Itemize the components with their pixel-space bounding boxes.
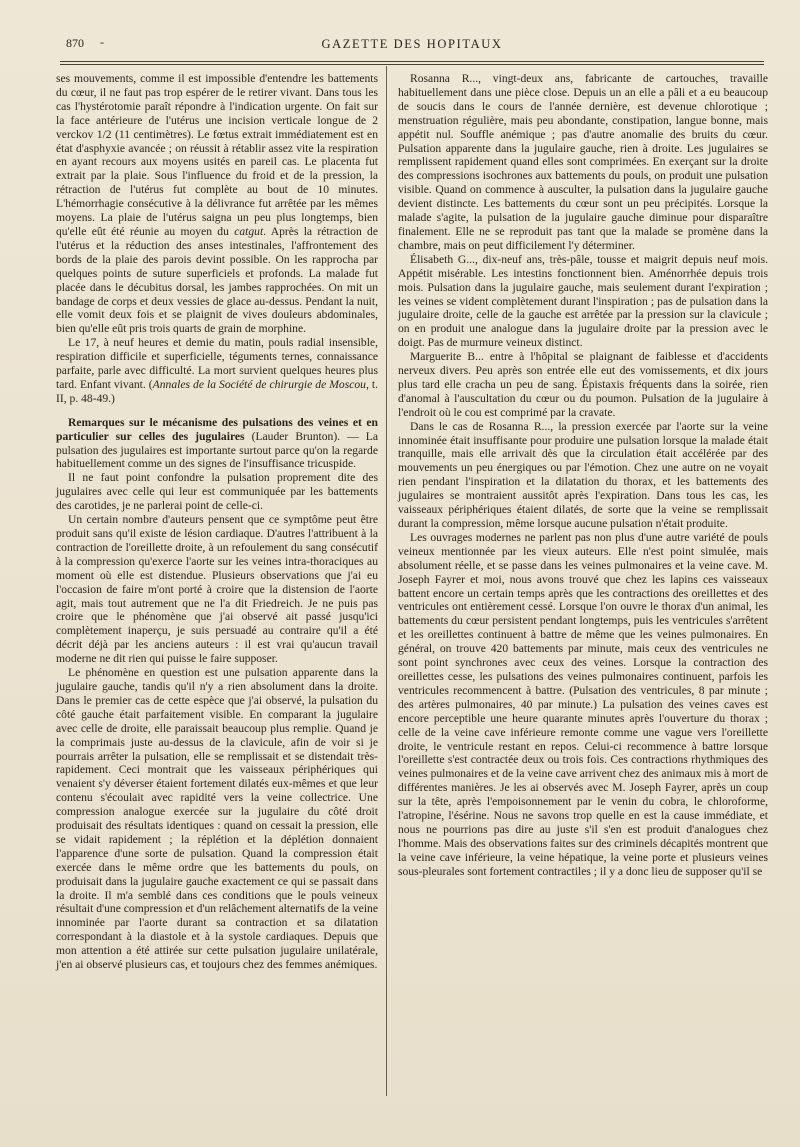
discussion-paragraph: Dans le cas de Rosanna R..., la pression exercée par l'aorte sur la veine innominée était insuffisante pour produire une pulsation lorsque la malade était tranquille, mais elle arrivait dès que la circulation était accélérée par des mouvements un peu énergiques ou par l'émotion. Chez une autre on ne voyait rien pendant l'inspiration et la dilatation du thorax, et les battements des jugulaires se montraient aussitôt après l'expiration. Dans tous les cas, les vaisseaux périphériques étaient dilatés, de sorte que la veine se remplissait durant la compression, même lorsque aucune pulsation n'était produite. (398, 419, 768, 530)
journal-title: GAZETTE DES HOPITAUX (321, 37, 503, 51)
citation-title: Annales de la Société de chirurgie de Moscou (152, 377, 366, 391)
case-marguerite-paragraph: Marguerite B... entre à l'hôpital se plaignant de faiblesse et d'accidents nerveux divers. Peu après son entrée elle eut des vomissements, et dix jours plus tard elle cracha un peu de sang. Épistaxis fréquents dans la soirée, rien d'anomal à l'auscultation du cœur ou du poumon. Pulsation de la jugulaire à l'endroit où le cou est comprimé par la cravate. (398, 350, 768, 419)
header-rule-bottom (60, 64, 764, 65)
discussion-paragraph: Les ouvrages modernes ne parlent pas non plus d'une autre variété de pouls veineux mentionnée par les vieux auteurs. Elle n'est point simulée, mais absolument réelle, et se passe dans les veines pulmonaires et la veine cave. M. Joseph Fayrer et moi, nous avons trouvé que chez les lapins ces vaisseaux battent encore un certain temps après que les contractions des oreillettes et des ventricules ont entièrement cessé. Lorsque l'on ouvre le thorax d'un animal, les battements du cœur persistent pendant longtemps, puis les ventricules s'arrêtent et les oreillettes continuent à battre de même que les veines pulmonaires. En général, on trouve 420 battements par minute, mais ceux des ventricules ne sont point synchrones avec ceux des veines. Lorsque la contraction des oreillettes cesse, les pulsations des veines pulmonaires continuent, parfois les ventricules recommencent à battre. (Pulsation des ventricules, 8 par minute ; des artères pulmonaires, 40 par minute.) La pulsation des veines caves est encore perceptible une heure quarante minutes après l'ouverture du thorax ; celle de la veine cave inférieure remonte comme une vague vers l'oreillette droite, le ventricule restant en repos. Celui-ci recommence à battre lorsque l'oreillette s'est contractée deux ou trois fois. Ces contractions rhythmiques des veines pulmonaires et de la veine cave arrivent chez des animaux mis à mort de différentes manières. Je les ai observés avec M. Joseph Fayrer, après un coup sur la tête, après l'empoisonnement par le venin du cobra, le chloroforme, l'atropine, l'ésérine. Nous ne savons trop quelle en est la cause immédiate, et nous ne pourrions pas dire au juste s'il s'en est produit d'analogues chez l'homme. Mais des observations faites sur des criminels décapités montrent que la veine cave inférieure, la veine hépatique, la veine porte et plusieurs veines sous-pleurales sont fortement contractiles ; il y a donc lieu de supposer qu'il se (398, 530, 768, 878)
column-divider (386, 66, 387, 1096)
header-dash: - (100, 35, 104, 49)
left-column (56, 72, 378, 972)
catgut-term: catgut (234, 224, 264, 238)
page-header (60, 36, 764, 62)
case-report-paragraph (56, 72, 378, 336)
article-paragraph: Un certain nombre d'auteurs pensent que ce symptôme peut être produit sans qu'il existe de lésion cardiaque. D'autres l'attribuent à la contraction de l'oreillette droite, à un refoulement du sang consécutif à la compression qu'exerce l'aorte sur les veines intra-thoraciques au moment où elle est distendue. Plusieurs observations que j'ai eu l'occasion de faire m'ont porté à croire que la distension de l'aorte agit, mais tout autrement que ne l'a dit Friedreich. Je ne puis pas croire que le phénomène que j'ai observé ait passé jusqu'ici complètement inaperçu, je suis persuadé au contraire qu'il a été décrit déjà par les anciens auteurs : il est vrai qu'aucun travail moderne ne dit rien qui puisse le faire supposer. (56, 513, 378, 666)
case-elisabeth-paragraph: Élisabeth G..., dix-neuf ans, très-pâle, tousse et maigrit depuis neuf mois. Appétit misérable. Les intestins fonctionnent bien. Aménorrhée depuis trois mois. Pulsation dans la jugulaire gauche, mais seulement durant l'expiration ; les veines se vident complètement durant l'inspiration ; pas de pulsation dans la jugulaire droite, celle de la gauche est arrêtée par la pression sur la clavicule ; on en produit une analogue dans la jugulaire droite par la pression avec le doigt. Pas de murmure veineux distinct. (398, 252, 768, 350)
case-report-text-tail: . Après la rétraction de l'utérus et la réduction des anses intestinales, l'affrontement des bords de la plaie des parois devint possible. On les rapprocha par quelques points de suture superficiels et profonds. La malade fut placée dans le décubitus dorsal, les jambes rapprochées. On mit un bandage de corps et deux vessies de glace au-dessus. Pendant la nuit, elle vomit deux fois et se plaignit de vives douleurs abdominales, bien qu'elle eût pris trois quarts de grain de morphine. (56, 224, 378, 336)
section-author-intro: (Lauder Brunton). — La pulsation des jugulaires est importante surtout parce qu'on la regarde habituellement comme un des signes de l'insuffisance tricuspide. (56, 429, 378, 471)
section-heading-paragraph (56, 416, 378, 472)
header-rule-top (60, 61, 764, 62)
outcome-paragraph (56, 336, 378, 406)
article-paragraph: Il ne faut point confondre la pulsation proprement dite des jugulaires avec celle qui leur est communiquée par les battements des carotides, je ne parlerai point de celle-ci. (56, 471, 378, 513)
outcome-text: Le 17, à neuf heures et demie du matin, pouls radial insensible, respiration difficile et superficielle, téguments ternes, connaissance parfaite, parle avec difficulté. La mort survient quelques heures plus tard. Enfant vivant. ( (56, 336, 378, 391)
section-title: Remarques sur le mécanisme des pulsations des veines et en particulier sur celles des jugulaires (56, 415, 378, 443)
right-column (398, 72, 768, 879)
case-rosanna-paragraph: Rosanna R..., vingt-deux ans, fabricante de cartouches, travaille habituellement dans une pièce close. Depuis un an elle a pâli et a eu beaucoup de soucis dans le cours de l'année dernière, est devenue chlorotique ; menstruation régulière, mais peu abondante, constipation, langue bonne, mais appétit nul. Souffle anémique ; pas d'autre anomalie des bruits du cœur. Pulsation apparente dans la jugulaire gauche, rien à droite. Les jugulaires se remplissent rapidement quand elles sont comprimées. En exerçant sur la droite des compressions isochrones aux battements du pouls, on produit une pulsation visible. Quand on commence à ausculter, la pulsation dans la jugulaire gauche devient distincte. Les battements du cœur sont un peu précipités. Lorsque la malade s'agite, la pulsation de la jugulaire gauche diminue pour disparaître finalement. Elle ne se reproduit pas tant que la malade se promène dans la chambre, mais on peut difficilement l'y déterminer. (398, 72, 768, 252)
page-number: 870 (66, 36, 84, 50)
article-paragraph: Le phénomène en question est une pulsation apparente dans la jugulaire gauche, tandis qu'il n'y a rien absolument dans la droite. Dans le premier cas de cette espèce que j'ai observé, la pulsation du côté gauche était parfaitement visible. En comparant la jugulaire avec celle de droite, elle paraissait beaucoup plus remplie. Quand je la comprimais juste au-dessus de la clavicule, afin de voir si je pourrais arrêter la pulsation, elle se remplissait et se distendait très-rapidement. Ceci montrait que les vaisseaux périphériques qui venaient s'y déverser étaient fortement dilatés eux-mêmes et que leur contenu s'écoulait avec rapidité vers la veine collectrice. Une compression analogue exercée sur la jugulaire du côté droit produisait des résultats identiques : quand on cessait la pression, elle se vidait rapidement ; la réplétion et la déplétion donnaient l'apparence d'une sorte de pulsation. Quand la compression était exercée dans le même ordre que les battements du pouls, on produisait dans la jugulaire gauche exactement ce qui se passait dans la droite. Il m'a semblé dans ces conditions que le pouls veineux résultait d'une compression et d'un relâchement alternatifs de la veine innominée par l'aorte durant sa contraction et sa dilatation correspondant à la diastole et à la systole cardiaques. Depuis que mon attention a été attirée sur cette pulsation jugulaire unilatérale, j'en ai observé plusieurs cas, et toujours chez des femmes anémiques. (56, 666, 378, 972)
case-report-text: ses mouvements, comme il est impossible d'entendre les battements du cœur, il ne faut pas trop espérer de le retirer vivant. Dans tous les cas l'hystérotomie paraît répondre à l'indication urgente. On fait sur la face antérieure de l'utérus une incision verticale longue de 2 verckov 1/2 (11 centimètres). Le fœtus extrait immédiatement est en état d'asphyxie avancée ; on réussit à rétablir assez vite la respiration en ayant recours aux moyens usités en pareil cas. Le placenta fut extrait par la plaie. Sous l'influence du froid et de la pression, la rétraction de l'utérus fut complète au bout de 10 minutes. L'hémorrhagie consécutive à la délivrance fut arrêtée par les mêmes moyens. La plaie de l'utérus saigna un peu plus longtemps, bien qu'elle eût été réunie au moyen du (56, 72, 378, 238)
citation-tail: , t. II, p. 48-49.) (56, 377, 378, 405)
